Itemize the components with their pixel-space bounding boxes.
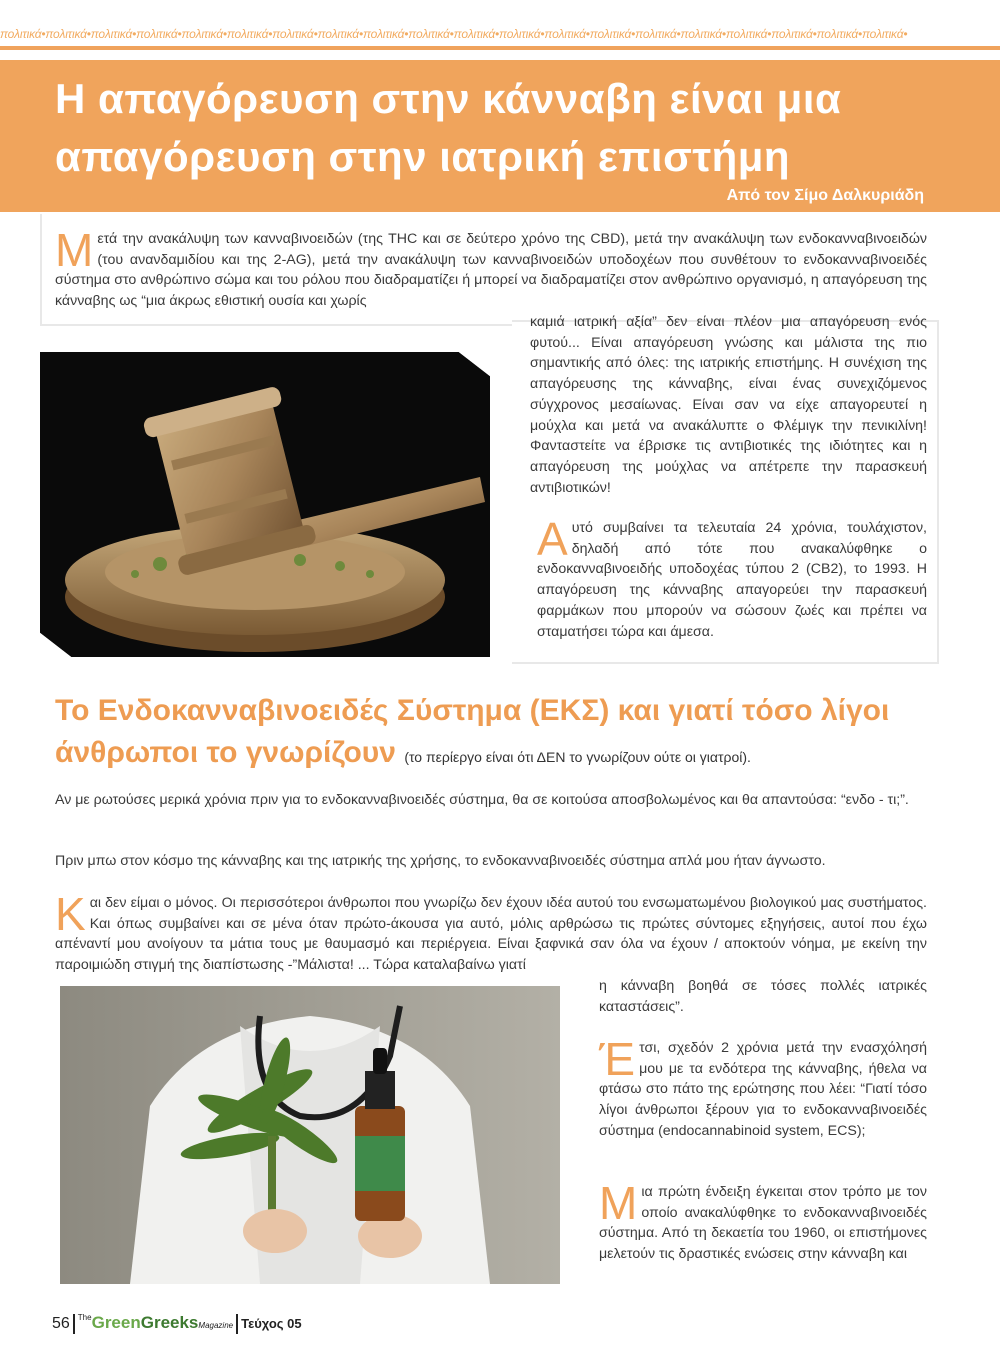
page-number: 56 [52, 1315, 70, 1332]
drop-cap: Έ [599, 1033, 636, 1085]
doctor-illustration [60, 986, 560, 1284]
drop-cap: Κ [55, 888, 86, 940]
intro-text: ετά την ανακάλυψη των κανναβινοειδών (της THC και σε δεύτερο χρόνο της CBD), μετά την ανακάλυψη των ενδοκανναβινοειδών (του ανανδαμιδίου και της 2-AG), μετά την ανακάλυψη των κανναβινοειδών υποδοχέων που συνθέτουν το ενδοκανναβινοειδές σύστημα στο ανθρώπινο σώμα και του ρόλου που διαδραματίζει ή μπορεί να διαδραματίζει στον ανθρώπινο οργανισμό, η απαγόρευση της κάνναβης ως “μια άκρως εθιστική ουσία και χωρίς [55, 231, 927, 310]
drop-cap: Μ [55, 224, 94, 276]
gavel-cannabis-photo [40, 352, 490, 657]
paragraph-5-continuation: η κάνναβη βοηθά σε τόσες πολλές ιατρικές καταστάσεις”. [599, 978, 927, 1015]
drop-cap: Α [537, 513, 568, 565]
subheading-note: (το περίεργο είναι ότι ΔΕΝ το γνωρίζουν ούτε οι γιατροί). [404, 749, 751, 765]
intro-paragraph [55, 224, 927, 312]
brand-green: Green [91, 1313, 141, 1332]
section-tag-band: πολιτικά•πολιτικά•πολιτικά•πολιτικά•πολιτικά•πολιτικά•πολιτικά•πολιτικά•πολιτικά•πολιτικά•πολιτικά•πολιτικά•πολιτικά•πολιτικά•πολιτικά•πολιτικά•πολιτικά•πολιτικά•πολιτικά•πολιτικά• [0, 27, 908, 41]
gavel-illustration [40, 352, 490, 657]
paragraph-6: Έτσι, σχεδόν 2 χρόνια μετά την ενασχόλησή μου με τα ενδότερα της κάνναβης, ήθελα να φτάσω στο πάτο της ερώτησης που λέει: “Γιατί τόσο λίγοι άνθρωποι ξέρουν για το ενδοκανναβινοειδές σύστημα (endocannabinoid system, ECS); [599, 1033, 927, 1139]
drop-cap: Μ [599, 1177, 638, 1229]
brand-magazine: Magazine [198, 1321, 234, 1330]
footer-divider [73, 1314, 75, 1334]
footer-divider [236, 1314, 238, 1334]
page-footer [52, 1313, 302, 1335]
brand-the: The [77, 1313, 92, 1322]
paragraph-2: Αυτό συμβαίνει τα τελευταία 24 χρόνια, τουλάχιστον, δηλαδή από τότε που ανακαλύφθηκε ο ενδοκανναβινοειδής υποδοχέας τύπου 2 (CB2), το 1993. Η απαγόρευση της κάνναβης απαγορεύει την παρασκευή φαρμάκων που μπορούν να σώσουν ζωές και πρέπει να σταματήσει τώρα και άμεσα. [537, 513, 927, 640]
header-rule [0, 46, 1000, 50]
article-title: Η απαγόρευση στην κάνναβη είναι μια απαγόρευση στην ιατρική επιστήμη [55, 75, 842, 180]
paragraph-5: Και δεν είμαι ο μόνος. Οι περισσότεροι άνθρωποι που γνωρίζω δεν έχουν ιδέα αυτού του ενσωματωμένου βιολογικού μας συστήματος. Και όπως συμβαίνει και σε μένα όταν πρώτο-άκουσα για αυτό, μόλις αρθρώσω τις πρώτες σύντομες εξηγήσεις, αυτοί που έχω απέναντί μου ανοίγουν τα μάτια τους με θαυμασμό και περιέργεια. Είναι ξαφνικά σαν όλα να έχουν / αποκτούν νόημα, με εκείνη την παροιμιώδη στιγμή της διαπίστωσης -”Μάλιστα! ... Τώρα καταλαβαίνω γιατί [55, 888, 927, 974]
paragraph-4: Πριν μπω στον κόσμο της κάνναβης και της ιατρικής της χρήσης, το ενδοκανναβινοειδές σύστημα απλά μου ήταν άγνωστο. [55, 853, 826, 869]
paragraph-3: Αν με ρωτούσες μερικά χρόνια πριν για το ενδοκανναβινοειδές σύστημα, θα σε κοιτούσα αποσβολωμένος και θα απαντούσα: “ενδο - τι;”. [55, 792, 909, 808]
brand-greeks: Greeks [140, 1313, 199, 1332]
section-subheading: Το Ενδοκανναβινοειδές Σύστημα (ΕΚΣ) και γιατί τόσο λίγοι άνθρωποι το γνωρίζουν (το περίεργο είναι ότι ΔΕΝ το γνωρίζουν ούτε οι γιατροί). [55, 694, 890, 769]
intro-continuation: καμιά ιατρική αξία” δεν είναι πλέον μια απαγόρευση ενός φυτού... Είναι απαγόρευση γνώσης και μάλιστα της πιο σημαντικής από όλες: της ιατρικής επιστήμης. Η συνέχιση της απαγόρευσης της κάνναβης, είναι ένας συνεχιζόμενος σύγχρονος μεσαίωνας. Είναι σαν να είχε απαγορευτεί η μούχλα και μετά να ανακάλυπτε ο Φλέμιγκ την πενικιλίνη! Φανταστείτε να έβρισκε τις αντιβιοτικές της ιδιότητες και η απαγόρευση της μούχλας να απέτρεπε την παρασκευή αντιβιοτικών! [530, 314, 927, 496]
paragraph-7: Μια πρώτη ένδειξη έγκειται στον τρόπο με τον οποίο ανακαλύφθηκε το ενδοκανναβινοειδές σύστημα. Από τη δεκαετία του 1960, οι επιστήμονες μελετούν τις δραστικές ενώσεις στην κάνναβη και [599, 1177, 927, 1263]
article-byline: Από τον Σίμο Δαλκυριάδη [726, 187, 924, 204]
doctor-cannabis-photo [60, 986, 560, 1284]
issue-number: Τεύχος 05 [241, 1316, 302, 1331]
